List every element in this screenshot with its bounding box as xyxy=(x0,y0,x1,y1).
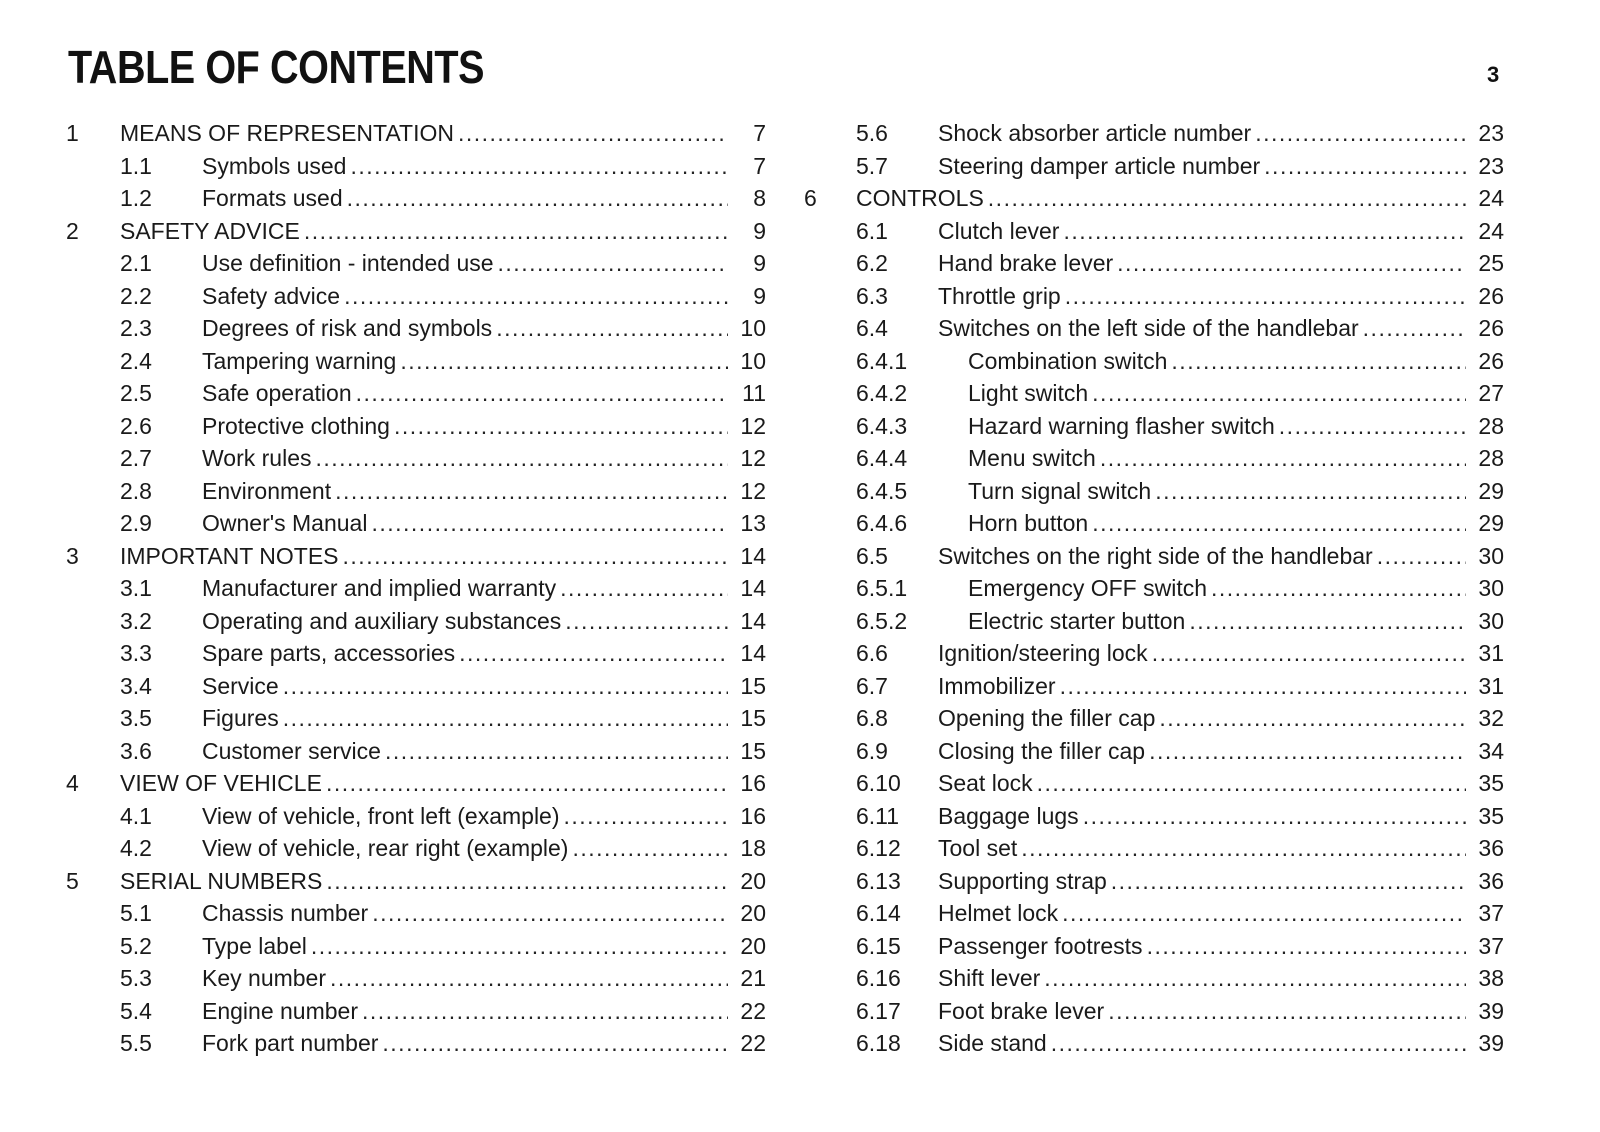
toc-entry-number: 6.5 xyxy=(856,542,888,569)
toc-entry-page: 35 xyxy=(1478,770,1504,796)
toc-entry[interactable] xyxy=(66,767,766,800)
toc-entry-label: Operating and auxiliary substances xyxy=(202,607,562,634)
toc-entry[interactable] xyxy=(804,377,1504,410)
toc-entry-label: Shock absorber article number xyxy=(938,120,1252,146)
toc-entry[interactable] xyxy=(804,312,1504,345)
toc-entry-number: 3.4 xyxy=(120,672,152,699)
toc-entry-page: 23 xyxy=(1478,120,1504,146)
toc-entry[interactable] xyxy=(804,800,1504,833)
toc-entry[interactable] xyxy=(804,345,1504,378)
toc-entry-page: 37 xyxy=(1478,932,1504,959)
toc-entry-page: 35 xyxy=(1478,802,1504,829)
toc-entry-number: 6.8 xyxy=(856,705,888,731)
dot-leader xyxy=(347,182,728,215)
dot-leader xyxy=(496,312,728,345)
dot-leader xyxy=(1211,572,1466,605)
toc-entry-label: SERIAL NUMBERS xyxy=(120,867,323,894)
dot-leader xyxy=(362,995,728,1028)
toc-entry-page: 14 xyxy=(740,542,766,569)
dot-leader xyxy=(350,150,728,183)
toc-entry-number: 3.6 xyxy=(120,737,152,764)
toc-entry-label: Passenger footrests xyxy=(938,932,1143,959)
toc-entry-page: 26 xyxy=(1478,282,1504,309)
toc-entry-page: 8 xyxy=(753,185,766,211)
toc-entry[interactable] xyxy=(66,605,766,638)
toc-entry-page: 26 xyxy=(1478,347,1504,374)
toc-entry-number: 4 xyxy=(66,770,79,796)
toc-entry-page: 29 xyxy=(1478,477,1504,504)
toc-entry-number: 2.6 xyxy=(120,412,152,439)
toc-entry-label: Switches on the right side of the handlebar xyxy=(938,542,1373,569)
toc-entry-page: 30 xyxy=(1478,542,1504,569)
dot-leader xyxy=(1060,670,1466,703)
toc-entry-label: Switches on the left side of the handlebar xyxy=(938,315,1359,341)
toc-entry-number: 6.9 xyxy=(856,737,888,764)
toc-entry[interactable] xyxy=(66,150,766,183)
dot-leader xyxy=(326,865,728,898)
toc-entry-page: 22 xyxy=(740,1030,766,1056)
toc-entry-label: Light switch xyxy=(968,380,1089,406)
toc-entry-number: 6.13 xyxy=(856,867,901,894)
toc-entry-label: Clutch lever xyxy=(938,217,1060,244)
dot-leader xyxy=(1111,865,1466,898)
toc-entry[interactable] xyxy=(66,247,766,280)
toc-entry[interactable] xyxy=(66,182,766,215)
toc-entry-label: Turn signal switch xyxy=(968,477,1152,504)
toc-entry[interactable] xyxy=(804,410,1504,443)
toc-entry-number: 6.14 xyxy=(856,900,901,926)
dot-leader xyxy=(498,247,728,280)
toc-entry-number: 2.5 xyxy=(120,380,152,406)
toc-entry-label: Engine number xyxy=(202,997,358,1024)
toc-entry-label: Ignition/steering lock xyxy=(938,640,1148,666)
toc-entry-label: Safety advice xyxy=(202,282,341,309)
toc-entry-label: Emergency OFF switch xyxy=(968,575,1207,601)
toc-entry[interactable] xyxy=(66,735,766,768)
toc-entry-page: 20 xyxy=(740,932,766,959)
toc-entry-number: 6.16 xyxy=(856,965,901,991)
toc-entry-number: 6.4.6 xyxy=(856,510,908,536)
dot-leader xyxy=(1147,930,1466,963)
toc-entry-page: 30 xyxy=(1478,575,1504,601)
toc-entry[interactable] xyxy=(804,832,1504,865)
toc-entry-label: Work rules xyxy=(202,445,312,471)
toc-entry-label: Tampering warning xyxy=(202,347,397,374)
toc-entry-number: 3.5 xyxy=(120,705,152,731)
dot-leader xyxy=(283,670,728,703)
toc-entry-page: 12 xyxy=(740,445,766,471)
toc-entry[interactable] xyxy=(66,215,766,248)
toc-entry[interactable] xyxy=(804,702,1504,735)
toc-entry-number: 3.3 xyxy=(120,640,152,666)
toc-entry-page: 28 xyxy=(1478,445,1504,471)
dot-leader xyxy=(1279,410,1466,443)
toc-entry-label: Electric starter button xyxy=(968,607,1186,634)
toc-entry-label: MEANS OF REPRESENTATION xyxy=(120,120,454,146)
toc-entry-label: Manufacturer and implied warranty xyxy=(202,575,557,601)
toc-entry-number: 6.4.3 xyxy=(856,412,908,439)
toc-entry-number: 1 xyxy=(66,120,79,146)
toc-entry[interactable] xyxy=(804,735,1504,768)
toc-entry[interactable] xyxy=(66,410,766,443)
toc-entry-label: Key number xyxy=(202,965,327,991)
toc-entry-label: Spare parts, accessories xyxy=(202,640,456,666)
toc-entry[interactable] xyxy=(804,247,1504,280)
toc-entry-label: Horn button xyxy=(968,510,1089,536)
toc-entry[interactable] xyxy=(804,572,1504,605)
toc-entry-label: Environment xyxy=(202,477,332,504)
toc-entry-page: 34 xyxy=(1478,737,1504,764)
toc-entry-number: 6.4 xyxy=(856,315,888,341)
toc-entry-number: 5.5 xyxy=(120,1030,152,1056)
toc-entry-label: Figures xyxy=(202,705,279,731)
toc-entry-page: 36 xyxy=(1478,867,1504,894)
toc-entry-label: Throttle grip xyxy=(938,282,1061,309)
toc-entry[interactable] xyxy=(804,182,1504,215)
dot-leader xyxy=(1171,345,1466,378)
dot-leader xyxy=(1255,117,1466,150)
toc-entry-number: 2.8 xyxy=(120,477,152,504)
toc-entry-label: IMPORTANT NOTES xyxy=(120,542,339,569)
toc-entry-page: 22 xyxy=(740,997,766,1024)
toc-entry-label: Customer service xyxy=(202,737,381,764)
toc-entry[interactable] xyxy=(66,962,766,995)
dot-leader xyxy=(311,930,728,963)
toc-entry[interactable] xyxy=(66,475,766,508)
dot-leader xyxy=(382,1027,728,1060)
toc-entry-number: 6.10 xyxy=(856,770,901,796)
toc-entry-label: CONTROLS xyxy=(856,185,984,211)
dot-leader xyxy=(1149,735,1466,768)
toc-entry-label: Seat lock xyxy=(938,770,1033,796)
toc-entry-label: Combination switch xyxy=(968,347,1168,374)
toc-entry[interactable] xyxy=(804,117,1504,150)
toc-entry-number: 6.1 xyxy=(856,217,888,244)
toc-entry-page: 9 xyxy=(753,250,766,276)
toc-entry[interactable] xyxy=(804,507,1504,540)
dot-leader xyxy=(330,962,728,995)
toc-entry[interactable] xyxy=(804,767,1504,800)
toc-entry[interactable] xyxy=(804,605,1504,638)
toc-entry-number: 5.1 xyxy=(120,900,152,926)
toc-entry-label: Chassis number xyxy=(202,900,369,926)
toc-entry-page: 10 xyxy=(740,347,766,374)
dot-leader xyxy=(385,735,728,768)
dot-leader xyxy=(1063,215,1466,248)
dot-leader xyxy=(1065,280,1466,313)
dot-leader xyxy=(1189,605,1466,638)
toc-entry[interactable] xyxy=(66,312,766,345)
toc-entry[interactable] xyxy=(66,832,766,865)
toc-entry-page: 12 xyxy=(740,477,766,504)
toc-entry[interactable] xyxy=(66,800,766,833)
toc-entry-number: 6.15 xyxy=(856,932,901,959)
toc-entry-page: 10 xyxy=(740,315,766,341)
dot-leader xyxy=(1152,637,1466,670)
toc-entry[interactable] xyxy=(66,865,766,898)
toc-entry-page: 32 xyxy=(1478,705,1504,731)
toc-right-column xyxy=(804,117,1504,1060)
toc-entry-label: SAFETY ADVICE xyxy=(120,217,300,244)
toc-entry-number: 6.4.2 xyxy=(856,380,908,406)
dot-leader xyxy=(1037,767,1466,800)
toc-entry-page: 12 xyxy=(740,412,766,439)
dot-leader xyxy=(356,377,728,410)
dot-leader xyxy=(1062,897,1466,930)
toc-entry-number: 6 xyxy=(804,185,817,211)
toc-entry-page: 20 xyxy=(740,900,766,926)
toc-entry-label: Safe operation xyxy=(202,380,352,406)
dot-leader xyxy=(394,410,728,443)
toc-entry-label: Side stand xyxy=(938,1030,1047,1056)
toc-entry-label: View of vehicle, rear right (example) xyxy=(202,835,569,861)
toc-entry-label: Menu switch xyxy=(968,445,1096,471)
toc-entry-label: Use definition - intended use xyxy=(202,250,494,276)
toc-entry-page: 31 xyxy=(1478,640,1504,666)
toc-entry[interactable] xyxy=(66,280,766,313)
toc-entry-number: 2.9 xyxy=(120,510,152,536)
toc-entry-label: Baggage lugs xyxy=(938,802,1079,829)
toc-entry[interactable] xyxy=(804,637,1504,670)
toc-entry-page: 25 xyxy=(1478,250,1504,276)
toc-entry-label: Hazard warning flasher switch xyxy=(968,412,1275,439)
toc-entry-number: 6.4.4 xyxy=(856,445,908,471)
dot-leader xyxy=(560,572,728,605)
toc-entry-page: 7 xyxy=(753,120,766,146)
dot-leader xyxy=(1100,442,1466,475)
dot-leader xyxy=(1155,475,1466,508)
toc-entry[interactable] xyxy=(66,507,766,540)
toc-entry[interactable] xyxy=(804,150,1504,183)
dot-leader xyxy=(304,215,728,248)
toc-entry-label: Steering damper article number xyxy=(938,152,1261,179)
toc-entry-number: 3.2 xyxy=(120,607,152,634)
toc-entry[interactable] xyxy=(66,117,766,150)
toc-entry[interactable] xyxy=(804,962,1504,995)
toc-entry[interactable] xyxy=(804,670,1504,703)
toc-entry[interactable] xyxy=(66,377,766,410)
toc-entry-number: 4.1 xyxy=(120,802,152,829)
toc-entry-label: Closing the filler cap xyxy=(938,737,1146,764)
toc-entry-page: 27 xyxy=(1478,380,1504,406)
dot-leader xyxy=(335,475,728,508)
toc-entry-page: 31 xyxy=(1478,672,1504,699)
toc-entry[interactable] xyxy=(66,1027,766,1060)
toc-entry-label: Symbols used xyxy=(202,152,347,179)
toc-entry-label: Hand brake lever xyxy=(938,250,1114,276)
toc-entry[interactable] xyxy=(66,637,766,670)
toc-entry-number: 6.4.5 xyxy=(856,477,908,504)
dot-leader xyxy=(400,345,728,378)
dot-leader xyxy=(565,605,728,638)
toc-entry-page: 39 xyxy=(1478,997,1504,1024)
toc-entry-page: 36 xyxy=(1478,835,1504,861)
toc-entry-page: 16 xyxy=(740,770,766,796)
dot-leader xyxy=(372,897,728,930)
dot-leader xyxy=(1051,1027,1466,1060)
toc-entry-page: 7 xyxy=(753,152,766,179)
toc-entry-label: Fork part number xyxy=(202,1030,379,1056)
toc-entry-page: 23 xyxy=(1478,152,1504,179)
toc-entry-page: 24 xyxy=(1478,217,1504,244)
dot-leader xyxy=(572,832,728,865)
dot-leader xyxy=(326,767,728,800)
toc-entry-label: Opening the filler cap xyxy=(938,705,1156,731)
dot-leader xyxy=(988,182,1466,215)
toc-entry[interactable] xyxy=(66,930,766,963)
toc-entry-number: 6.5.1 xyxy=(856,575,908,601)
dot-leader xyxy=(371,507,728,540)
toc-entry[interactable] xyxy=(66,540,766,573)
dot-leader xyxy=(316,442,729,475)
toc-entry-page: 14 xyxy=(740,575,766,601)
toc-entry-page: 26 xyxy=(1478,315,1504,341)
dot-leader xyxy=(459,637,728,670)
dot-leader xyxy=(1092,507,1466,540)
toc-entry-label: View of vehicle, front left (example) xyxy=(202,802,560,829)
toc-entry-number: 6.4.1 xyxy=(856,347,908,374)
toc-entry-page: 29 xyxy=(1478,510,1504,536)
dot-leader xyxy=(344,280,728,313)
toc-entry-number: 6.3 xyxy=(856,282,888,309)
toc-entry[interactable] xyxy=(66,897,766,930)
toc-entry-number: 4.2 xyxy=(120,835,152,861)
toc-entry-number: 1.1 xyxy=(120,152,152,179)
toc-entry-number: 6.6 xyxy=(856,640,888,666)
toc-entry[interactable] xyxy=(804,897,1504,930)
toc-entry-number: 2.2 xyxy=(120,282,152,309)
toc-entry-number: 5.2 xyxy=(120,932,152,959)
toc-entry-label: Owner's Manual xyxy=(202,510,368,536)
toc-entry[interactable] xyxy=(804,442,1504,475)
toc-left-column xyxy=(66,117,766,1060)
dot-leader xyxy=(1117,247,1466,280)
dot-leader xyxy=(1092,377,1466,410)
toc-entry-label: Formats used xyxy=(202,185,343,211)
toc-entry-page: 30 xyxy=(1478,607,1504,634)
toc-entry-page: 14 xyxy=(740,640,766,666)
toc-entry-page: 15 xyxy=(740,737,766,764)
page-number: 3 xyxy=(1487,62,1500,87)
toc-entry[interactable] xyxy=(804,1027,1504,1060)
toc-entry[interactable] xyxy=(804,280,1504,313)
toc-entry-number: 2.4 xyxy=(120,347,152,374)
toc-entry-page: 9 xyxy=(753,217,766,244)
toc-entry[interactable] xyxy=(66,995,766,1028)
dot-leader xyxy=(1264,150,1466,183)
toc-entry-label: Foot brake lever xyxy=(938,997,1105,1024)
toc-entry[interactable] xyxy=(66,702,766,735)
toc-entry-page: 14 xyxy=(740,607,766,634)
toc-entry-label: Immobilizer xyxy=(938,672,1056,699)
toc-entry-page: 16 xyxy=(740,802,766,829)
toc-entry-number: 1.2 xyxy=(120,185,152,211)
page-title: TABLE OF CONTENTS xyxy=(68,41,485,93)
toc-entry-page: 20 xyxy=(740,867,766,894)
toc-entry-page: 13 xyxy=(740,510,766,536)
toc-entry-number: 5.6 xyxy=(856,120,888,146)
toc-entry-number: 2.7 xyxy=(120,445,152,471)
toc-entry[interactable] xyxy=(66,670,766,703)
toc-entry-number: 6.17 xyxy=(856,997,901,1024)
toc-entry-label: VIEW OF VEHICLE xyxy=(120,770,322,796)
toc-entry-number: 6.18 xyxy=(856,1030,901,1056)
toc-entry-page: 28 xyxy=(1478,412,1504,439)
toc-entry-page: 37 xyxy=(1478,900,1504,926)
dot-leader xyxy=(343,540,728,573)
dot-leader xyxy=(458,117,728,150)
dot-leader xyxy=(283,702,728,735)
toc-entry-number: 5.3 xyxy=(120,965,152,991)
toc-entry-label: Degrees of risk and symbols xyxy=(202,315,493,341)
toc-entry-page: 15 xyxy=(740,705,766,731)
toc-entry-label: Shift lever xyxy=(938,965,1041,991)
toc-entry-number: 5 xyxy=(66,867,79,894)
toc-entry[interactable] xyxy=(804,475,1504,508)
toc-entry[interactable] xyxy=(804,215,1504,248)
toc-entry-number: 2.1 xyxy=(120,250,152,276)
toc-entry-page: 39 xyxy=(1478,1030,1504,1056)
toc-entry[interactable] xyxy=(66,442,766,475)
toc-entry-page: 24 xyxy=(1478,185,1504,211)
toc-entry[interactable] xyxy=(804,995,1504,1028)
toc-entry-page: 38 xyxy=(1478,965,1504,991)
dot-leader xyxy=(1021,832,1466,865)
toc-entry-number: 6.12 xyxy=(856,835,901,861)
toc-entry-number: 6.11 xyxy=(856,802,900,829)
dot-leader xyxy=(1108,995,1466,1028)
dot-leader xyxy=(1083,800,1466,833)
dot-leader xyxy=(1044,962,1466,995)
toc-entry[interactable] xyxy=(804,540,1504,573)
toc-entry-number: 5.7 xyxy=(856,152,888,179)
dot-leader xyxy=(1363,312,1466,345)
toc-entry-number: 5.4 xyxy=(120,997,152,1024)
toc-entry-label: Tool set xyxy=(938,835,1018,861)
toc-entry-label: Helmet lock xyxy=(938,900,1059,926)
toc-entry-page: 18 xyxy=(740,835,766,861)
toc-entry-page: 21 xyxy=(740,965,766,991)
toc-entry-label: Protective clothing xyxy=(202,412,390,439)
toc-entry-page: 11 xyxy=(742,380,766,406)
toc-entry[interactable] xyxy=(66,345,766,378)
toc-entry-number: 6.7 xyxy=(856,672,888,699)
toc-entry[interactable] xyxy=(804,930,1504,963)
toc-entry-label: Service xyxy=(202,672,279,699)
toc-entry-label: Type label xyxy=(202,932,307,959)
toc-entry-number: 3.1 xyxy=(120,575,152,601)
toc-entry-number: 2.3 xyxy=(120,315,152,341)
toc-entry[interactable] xyxy=(66,572,766,605)
dot-leader xyxy=(564,800,728,833)
toc-entry-number: 6.5.2 xyxy=(856,607,908,634)
toc-entry[interactable] xyxy=(804,865,1504,898)
toc-entry-page: 9 xyxy=(753,282,766,309)
dot-leader xyxy=(1377,540,1466,573)
toc-entry-number: 6.2 xyxy=(856,250,888,276)
toc-entry-page: 15 xyxy=(740,672,766,699)
toc-entry-number: 3 xyxy=(66,542,79,569)
toc-entry-label: Supporting strap xyxy=(938,867,1107,894)
toc-entry-number: 2 xyxy=(66,217,79,244)
dot-leader xyxy=(1159,702,1466,735)
